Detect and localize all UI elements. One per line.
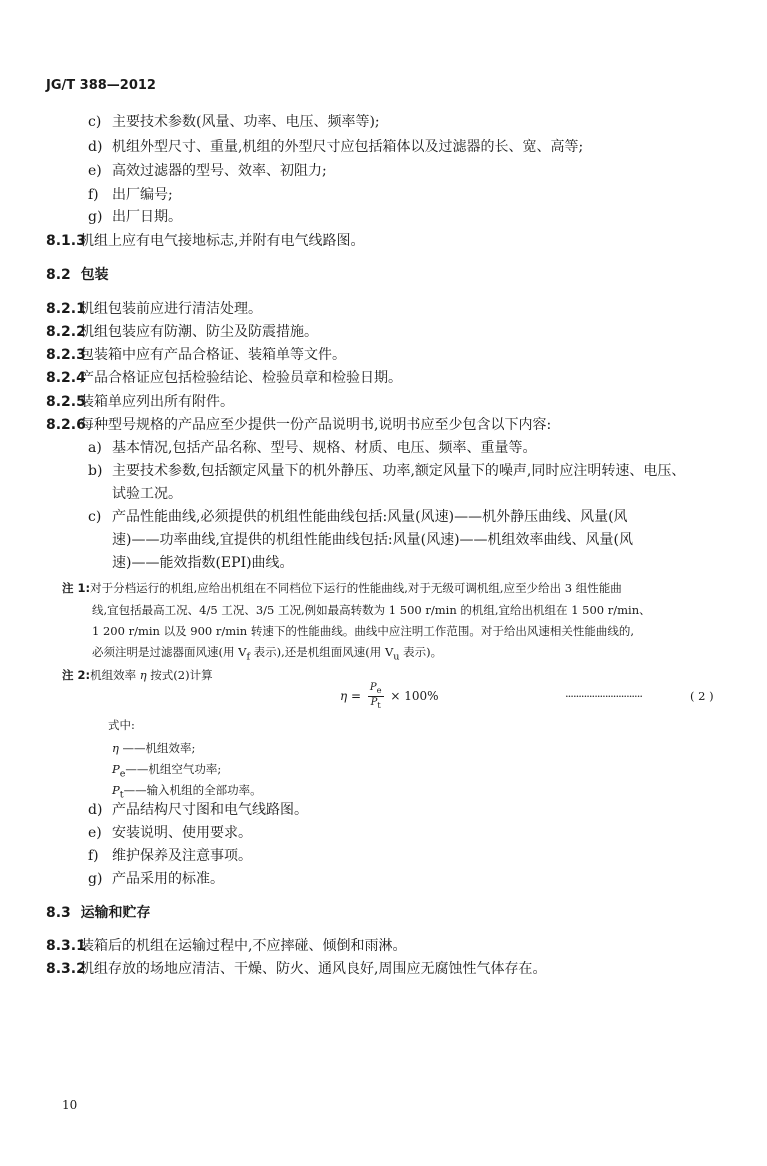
manual-item-e: e) 安装说明、使用要求。 xyxy=(88,825,252,841)
definition-pt: $P_t——$输入机组的全部功率。 xyxy=(112,783,262,801)
manual-item-f: f) 维护保养及注意事项。 xyxy=(88,848,252,864)
page-number: 10 xyxy=(62,1098,78,1112)
manual-item-a: a) 基本情况,包括产品名称、型号、规格、材质、电压、频率、重量等。 xyxy=(88,440,537,456)
clause-8-2-1: 8.2.1机组包装前应进行清洁处理。 xyxy=(46,301,262,317)
definition-eta: η ——机组效率; xyxy=(112,741,196,755)
list-item: f) 出厂编号; xyxy=(88,187,173,203)
clause-8-1-3: 8.1.3机组上应有电气接地标志,并附有电气线路图。 xyxy=(46,233,365,249)
list-item: e) 高效过滤器的型号、效率、初阻力; xyxy=(88,163,327,179)
clause-8-2-2: 8.2.2机组包装应有防潮、防尘及防震措施。 xyxy=(46,324,318,340)
efficiency-formula: η = $\frac{P_e}{P_t}$ × 100% xyxy=(340,682,439,710)
section-heading-8-2: 8.2 包装 xyxy=(46,267,109,283)
clause-8-2-6: 8.2.6每种型号规格的产品应至少提供一份产品说明书,说明书应至少包含以下内容: xyxy=(46,417,552,433)
list-item: d) 机组外型尺寸、重量,机组的外型尺寸应包括箱体以及过滤器的长、宽、高等; xyxy=(88,139,584,155)
document-code: JG/T 388—2012 xyxy=(46,78,156,93)
clause-8-2-4: 8.2.4产品合格证应包括检验结论、检验员章和检验日期。 xyxy=(46,370,402,386)
manual-item-c: c) 产品性能曲线,必须提供的机组性能曲线包括:风量(风速)——机外静压曲线、风量(风 xyxy=(88,509,628,525)
where-label: 式中: xyxy=(108,718,135,732)
note-1: 注 1:对于分档运行的机组,应给出机组在不同档位下运行的性能曲线,对于无级可调机组,应至少给出 3 组性能曲 xyxy=(62,581,622,595)
list-item: c) 主要技术参数(风量、功率、电压、频率等); xyxy=(88,114,380,130)
clause-8-3-2: 8.3.2机组存放的场地应清洁、干燥、防火、通风良好,周围应无腐蚀性气体存在。 xyxy=(46,961,547,977)
list-item: g) 出厂日期。 xyxy=(88,209,182,225)
clause-8-2-3: 8.2.3包装箱中应有产品合格证、装箱单等文件。 xyxy=(46,347,346,363)
definition-pe: $P_e——$机组空气功率; xyxy=(112,762,222,780)
manual-item-d: d) 产品结构尺寸图和电气线路图。 xyxy=(88,802,308,818)
note-2: 注 2:机组效率 η 按式(2)计算 xyxy=(62,668,213,682)
note-1-line: 线,宜包括最高工况、4/5 工况、3/5 工况,例如最高转数为 1 500 r/min 的机组,宜给出机组在 1 500 r/min、 xyxy=(92,603,651,617)
equation-leader: ····························· xyxy=(565,689,643,703)
equation-number: ( 2 ) xyxy=(690,689,714,703)
clause-8-3-1: 8.3.1装箱后的机组在运输过程中,不应摔碰、倾倒和雨淋。 xyxy=(46,938,407,954)
section-heading-8-3: 8.3 运输和贮存 xyxy=(46,905,151,921)
manual-item-c-cont: 速)——功率曲线,宜提供的机组性能曲线包括:风量(风速)——机组效率曲线、风量(风 xyxy=(112,532,634,548)
manual-item-g: g) 产品采用的标准。 xyxy=(88,871,224,887)
manual-item-b: b) 主要技术参数,包括额定风量下的机外静压、功率,额定风量下的噪声,同时应注明转速、电压、 xyxy=(88,463,686,479)
note-1-line: 1 200 r/min 以及 900 r/min 转速下的性能曲线。曲线中应注明工作范围。对于给出风速相关性能曲线的, xyxy=(92,624,635,638)
manual-item-b-cont: 试验工况。 xyxy=(112,486,182,502)
manual-item-c-cont: 速)——能效指数(EPI)曲线。 xyxy=(112,555,294,571)
clause-8-2-5: 8.2.5装箱单应列出所有附件。 xyxy=(46,394,234,410)
note-1-line: 必须注明是过滤器面风速(用 $V_f$ 表示),还是机组面风速(用 $V_u$ 表示)。 xyxy=(92,645,443,663)
